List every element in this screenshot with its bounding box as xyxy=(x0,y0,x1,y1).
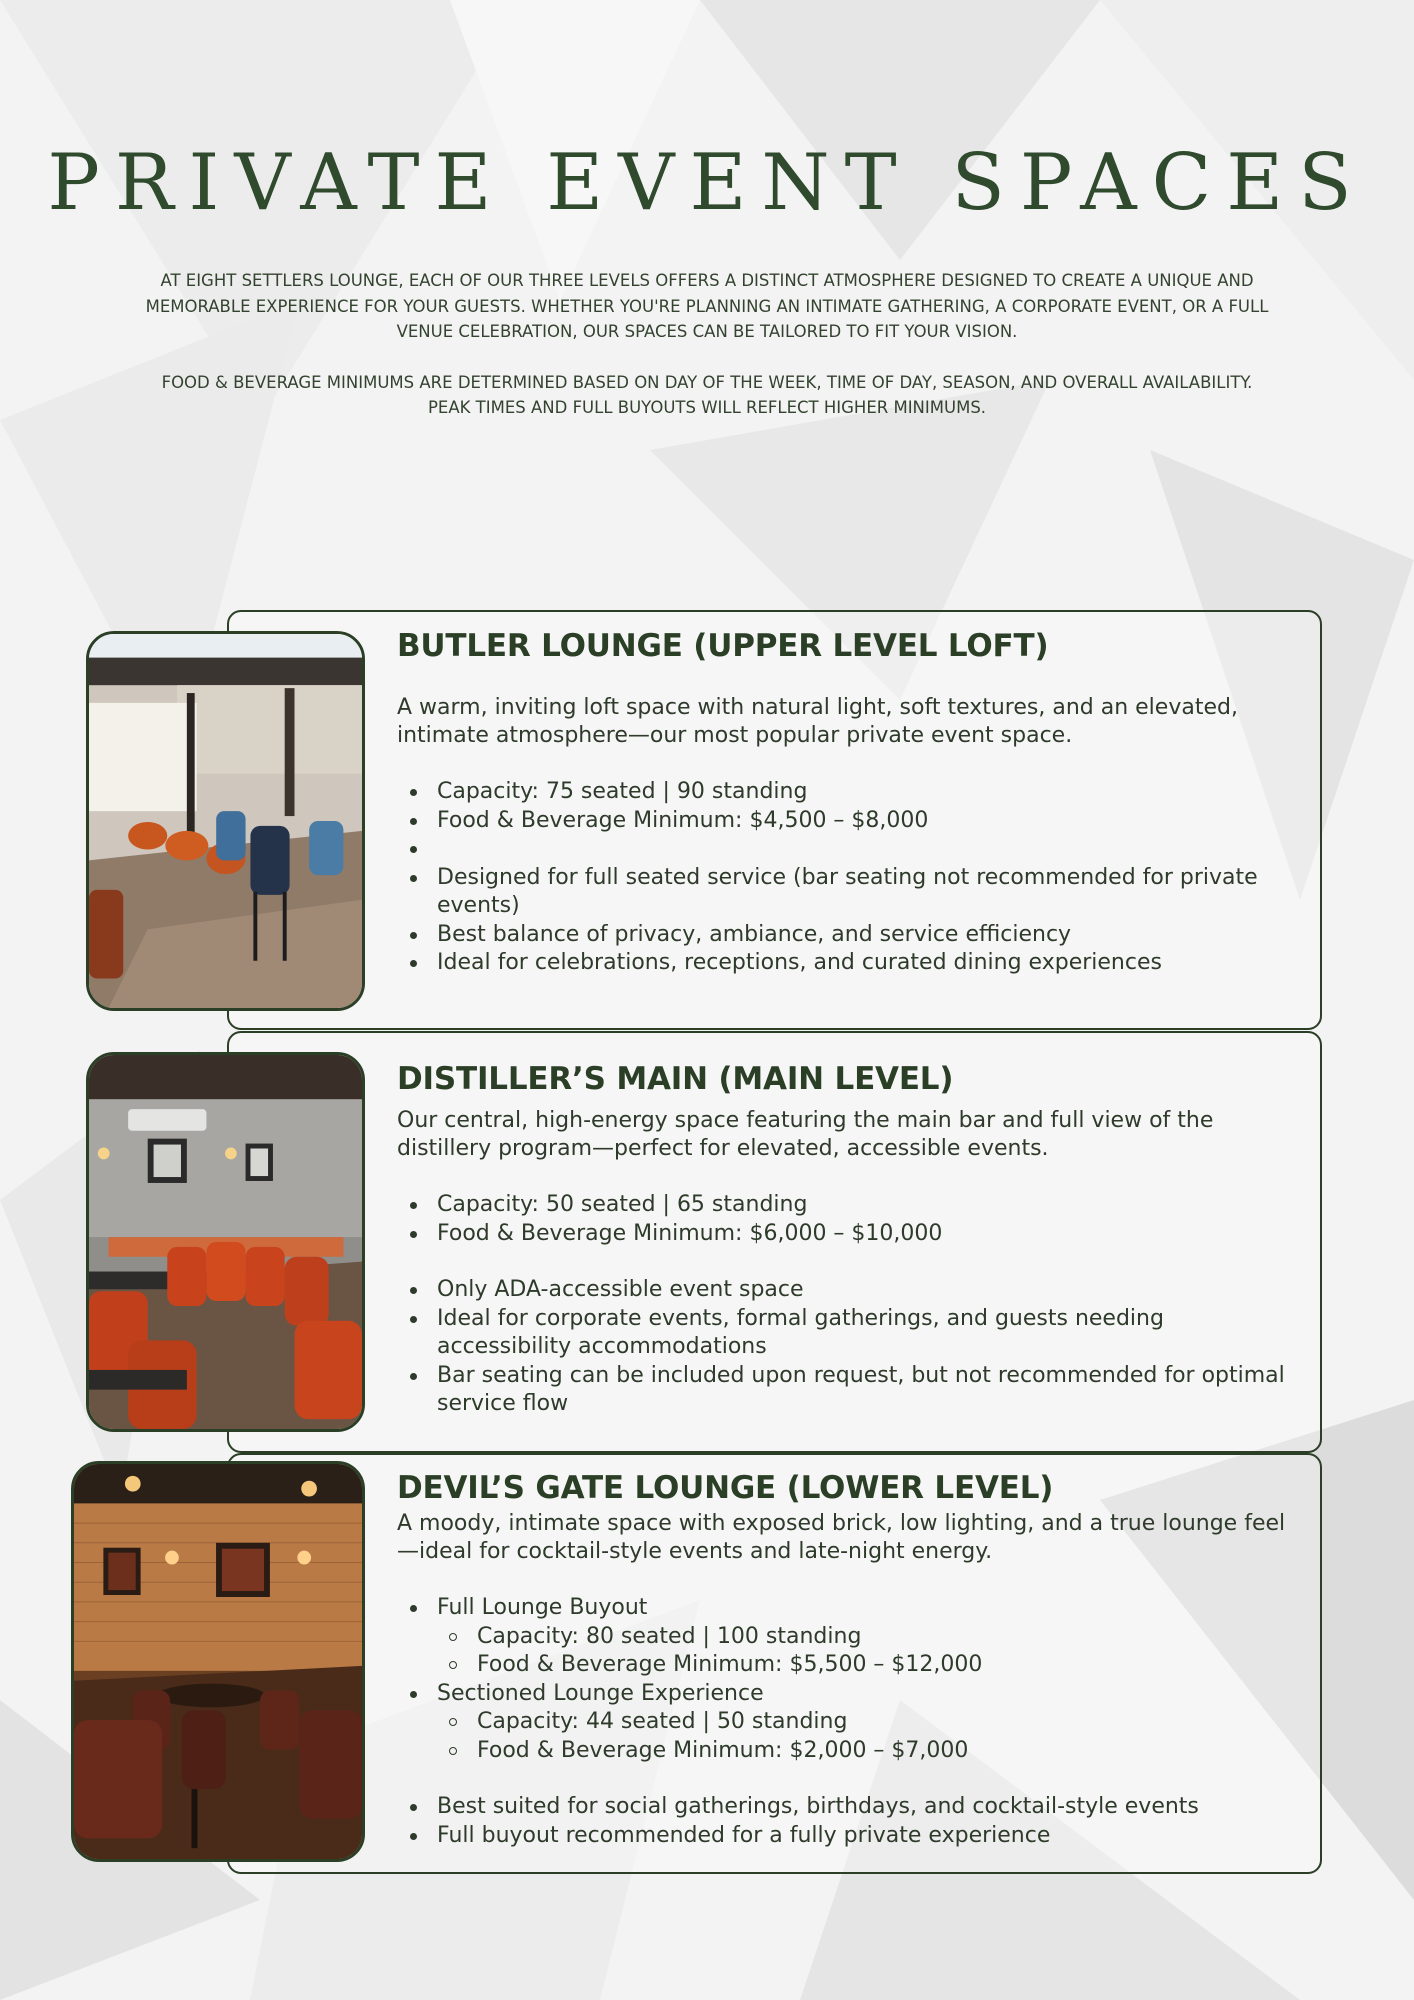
devils-gate-section xyxy=(397,1470,1297,1850)
section-description: A moody, intimate space with exposed brick, low lighting, and a true lounge feel—ideal for cocktail-style events and late-night energy. xyxy=(397,1511,1286,1564)
feature-list xyxy=(397,1191,1297,1248)
distillers-main-photo xyxy=(86,1052,365,1432)
sub-list-item: Food & Beverage Minimum: $5,500 – $12,000 xyxy=(437,1651,1297,1680)
list-item: Food & Beverage Minimum: $6,000 – $10,000 xyxy=(397,1220,1297,1249)
list-item: Capacity: 75 seated | 90 standing xyxy=(397,778,1297,807)
sub-list xyxy=(437,1623,1297,1680)
section-description: Our central, high-energy space featuring the main bar and full view of the distillery program—perfect for elevated, accessible events. xyxy=(397,1108,1214,1161)
list-item xyxy=(397,1594,1297,1680)
section-heading: BUTLER LOUNGE (UPPER LEVEL LOFT) xyxy=(397,628,1049,664)
section-heading: DEVIL’S GATE LOUNGE (LOWER LEVEL) xyxy=(397,1470,1054,1506)
list-item xyxy=(397,1680,1297,1766)
section-heading: DISTILLER’S MAIN (MAIN LEVEL) xyxy=(397,1061,954,1097)
distillers-main-section xyxy=(397,1061,1297,1419)
list-item: Food & Beverage Minimum: $4,500 – $8,000 xyxy=(397,807,1297,836)
list-item: Best suited for social gatherings, birthdays, and cocktail-style events xyxy=(397,1793,1297,1822)
list-item: Designed for full seated service (bar seating not recommended for private events) xyxy=(397,864,1297,921)
intro-paragraph: AT EIGHT SETTLERS LOUNGE, EACH OF OUR THREE LEVELS OFFERS A DISTINCT ATMOSPHERE DESIGNED TO CREATE A UNIQUE AND MEMORABLE EXPERIENCE FOR YOUR GUESTS. WHETHER YOU'RE PLANNING AN INTIMATE GATHERING, A CORPORATE EVENT, OR A FULL VENUE CELEBRATION, OUR SPACES CAN BE TAILORED TO FIT YOUR VISION. xyxy=(145,271,1269,341)
butler-lounge-section xyxy=(397,628,1297,978)
list-item: Bar seating can be included upon request, but not recommended for optimal service flow xyxy=(397,1362,1297,1419)
list-item: Full buyout recommended for a fully private experience xyxy=(397,1822,1297,1851)
group-label: Full Lounge Buyout xyxy=(437,1595,648,1620)
list-item: Capacity: 50 seated | 65 standing xyxy=(397,1191,1297,1220)
intro-text xyxy=(140,268,1274,421)
devils-gate-photo xyxy=(71,1461,365,1862)
list-item: Best balance of privacy, ambiance, and service efficiency xyxy=(397,921,1297,950)
feature-list xyxy=(397,778,1297,978)
minimums-paragraph: FOOD & BEVERAGE MINIMUMS ARE DETERMINED BASED ON DAY OF THE WEEK, TIME OF DAY, SEASON, AND OVERALL AVAILABILITY. PEAK TIMES AND FULL BUYOUTS WILL REFLECT HIGHER MINIMUMS. xyxy=(161,372,1253,417)
list-item xyxy=(397,835,1297,864)
list-item: Only ADA-accessible event space xyxy=(397,1276,1297,1305)
sub-list-item: Capacity: 44 seated | 50 standing xyxy=(437,1708,1297,1737)
sub-list xyxy=(437,1708,1297,1765)
butler-lounge-photo xyxy=(86,631,365,1011)
feature-list xyxy=(397,1276,1297,1419)
group-label: Sectioned Lounge Experience xyxy=(437,1680,764,1706)
section-description: A warm, inviting loft space with natural light, soft textures, and an elevated, intimate atmosphere—our most popular private event space. xyxy=(397,695,1238,748)
feature-list xyxy=(397,1793,1297,1850)
list-item: Ideal for celebrations, receptions, and curated dining experiences xyxy=(397,949,1297,978)
feature-list xyxy=(397,1594,1297,1765)
sub-list-item: Food & Beverage Minimum: $2,000 – $7,000 xyxy=(437,1737,1297,1766)
page-title: PRIVATE EVENT SPACES xyxy=(47,138,1367,228)
sub-list-item: Capacity: 80 seated | 100 standing xyxy=(437,1623,1297,1652)
list-item: Ideal for corporate events, formal gatherings, and guests needing accessibility accommodations xyxy=(397,1305,1297,1362)
